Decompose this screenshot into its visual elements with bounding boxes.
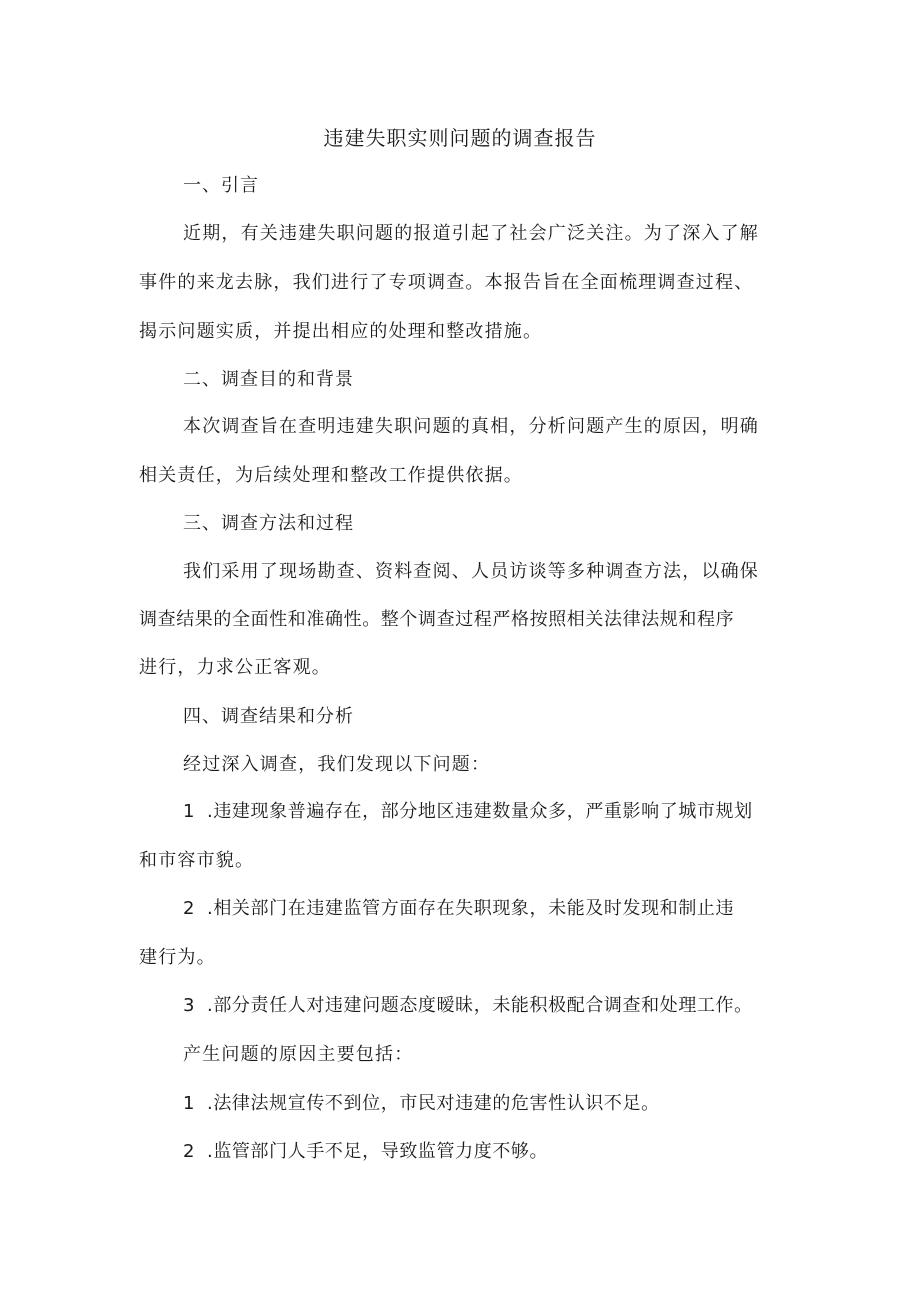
finding-text: .部分责任人对违建问题态度暧昧，未能积极配合调查和处理工作。: [207, 995, 753, 1016]
findings-intro: 经过深入调查，我们发现以下问题：: [183, 754, 491, 775]
causes-intro: 产生问题的原因主要包括：: [183, 1044, 414, 1065]
section-heading-introduction: 一、引言: [183, 175, 259, 196]
section-heading-method: 三、调查方法和过程: [183, 513, 354, 534]
cause-item: [183, 1138, 548, 1166]
cause-text: .法律法规宣传不到位，市民对违建的危害性认识不足。: [207, 1093, 660, 1114]
finding-text: .相关部门在违建监管方面存在失职现象，未能及时发现和制止违: [207, 898, 735, 919]
finding-continuation: 建行为。: [139, 947, 216, 968]
finding-item: [183, 798, 753, 826]
paragraph-line: 本次调查旨在查明违建失职问题的真相，分析问题产生的原因，明确: [183, 416, 759, 437]
paragraph-line: 我们采用了现场勘查、资料查阅、人员访谈等多种调查方法，以确保: [183, 561, 759, 582]
finding-number: 3: [183, 995, 196, 1016]
cause-item: [183, 1090, 660, 1118]
cause-number: 1: [183, 1093, 196, 1114]
finding-item: [183, 895, 734, 923]
cause-number: 2: [183, 1141, 196, 1162]
section-heading-purpose: 二、调查目的和背景: [183, 369, 354, 390]
cause-text: .监管部门人手不足，导致监管力度不够。: [207, 1141, 549, 1162]
paragraph-line: 近期，有关违建失职问题的报道引起了社会广泛关注。为了深入了解: [183, 223, 759, 244]
finding-number: 2: [183, 898, 196, 919]
document-title: 违建失职实则问题的调查报告: [323, 126, 597, 150]
paragraph-line: 进行，力求公正客观。: [139, 657, 331, 678]
finding-number: 1: [183, 801, 196, 822]
paragraph-line: 揭示问题实质，并提出相应的处理和整改措施。: [139, 321, 543, 342]
paragraph-line: 事件的来龙去脉，我们进行了专项调查。本报告旨在全面梳理调查过程、: [139, 272, 754, 293]
finding-text: .违建现象普遍存在，部分地区违建数量众多，严重影响了城市规划: [207, 801, 753, 822]
paragraph-line: 相关责任，为后续处理和整改工作提供依据。: [139, 465, 523, 486]
finding-continuation: 和市容市貌。: [139, 850, 255, 871]
finding-item: [183, 992, 753, 1020]
section-heading-results: 四、调查结果和分析: [183, 706, 354, 727]
paragraph-line: 调查结果的全面性和准确性。整个调查过程严格按照相关法律法规和程序: [139, 609, 735, 630]
